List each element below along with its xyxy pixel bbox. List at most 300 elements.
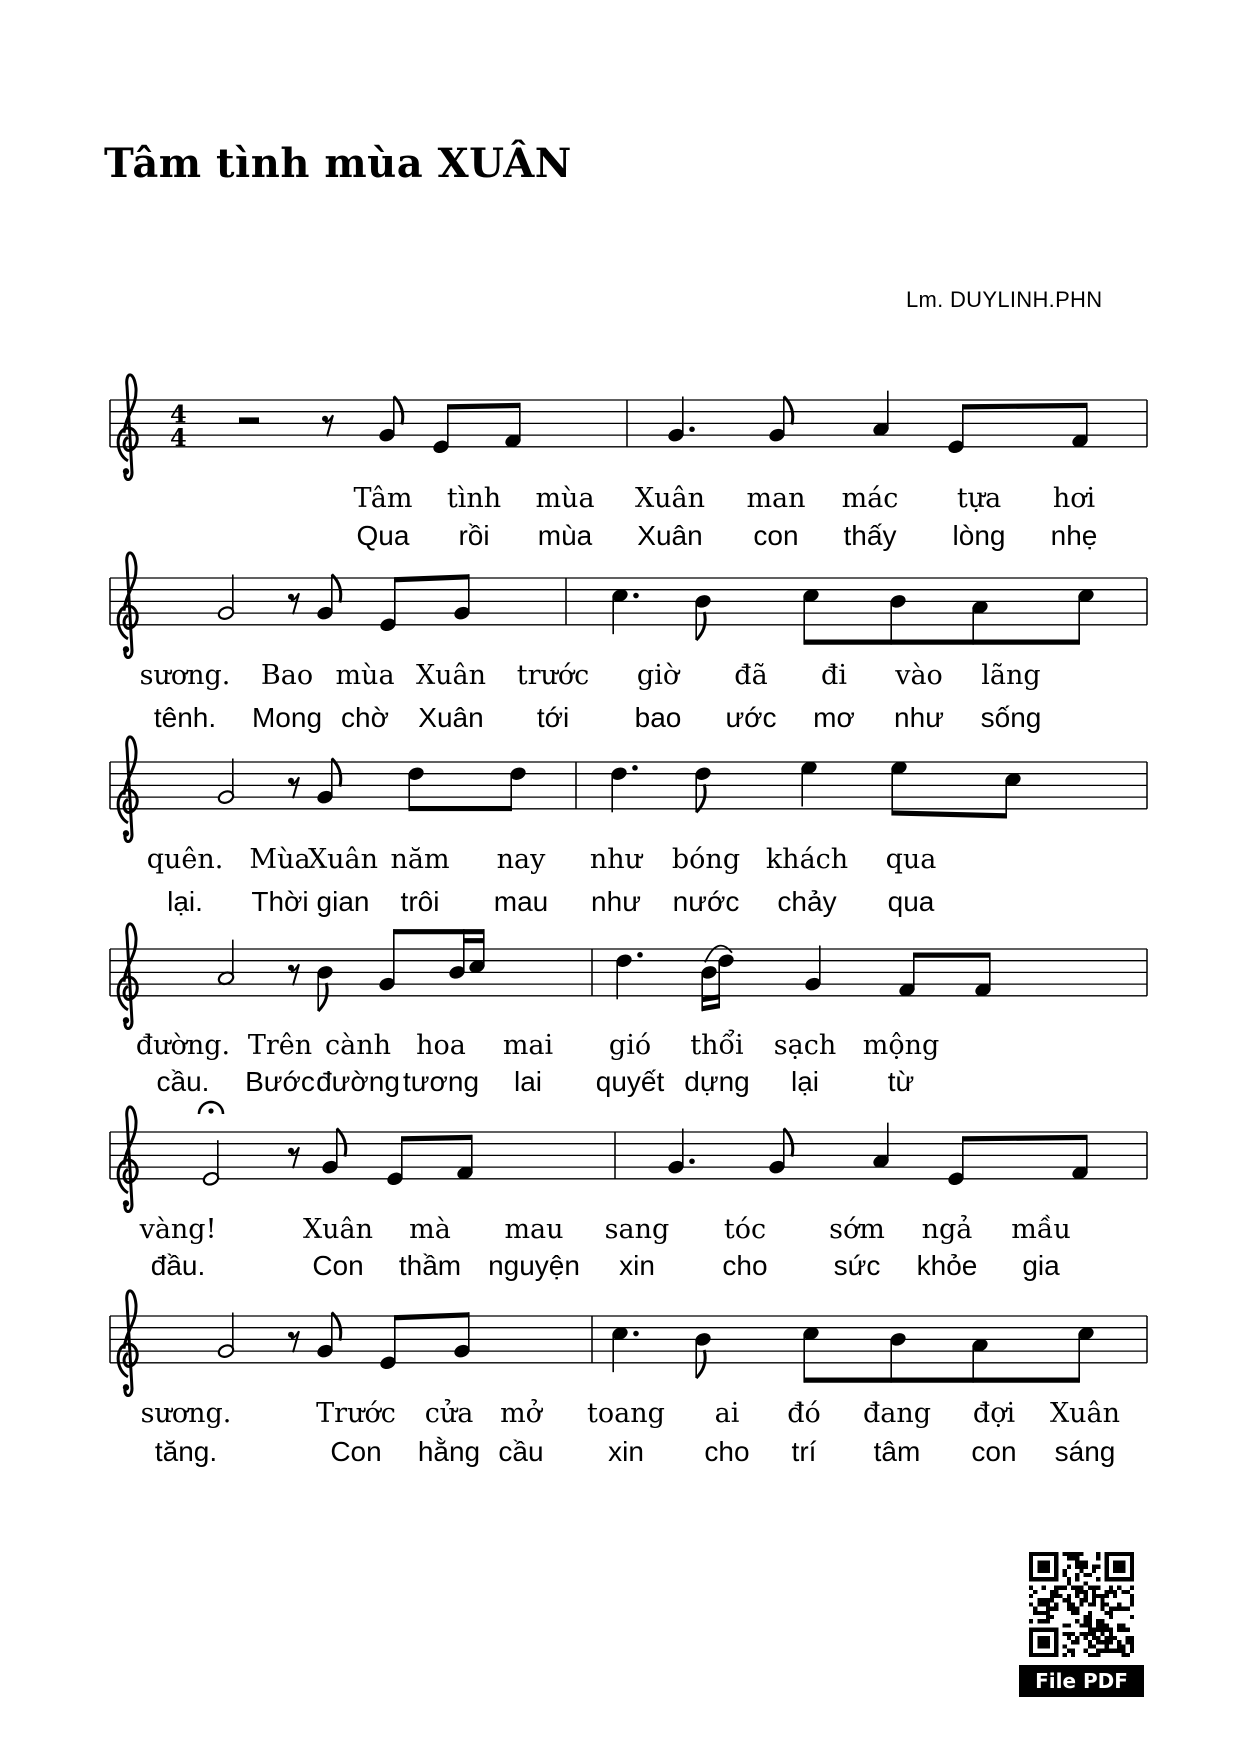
qr-module (1088, 1586, 1092, 1590)
flag (332, 1312, 341, 1340)
lyric-verse-1: ai (714, 1398, 740, 1429)
qr-module (1079, 1598, 1083, 1602)
lyric-verse-1: mùa (535, 483, 595, 514)
qr-module (1067, 1577, 1071, 1581)
lyric-verse-1: khách (765, 844, 849, 875)
qr-module (1092, 1644, 1096, 1648)
flag (337, 1128, 346, 1156)
lyric-verse-1: sương. (139, 660, 231, 691)
qr-module (1130, 1649, 1134, 1653)
lyric-verse-2: tâm (873, 1436, 921, 1467)
lyric-verse-1: qua (885, 844, 937, 875)
lyric-verse-2: thầm (398, 1250, 462, 1281)
staff-system (110, 924, 1147, 1097)
lyric-verse-2: trí (791, 1436, 817, 1467)
lyric-verse-2: Bước (245, 1066, 315, 1097)
lyric-verse-1: năm (390, 844, 450, 875)
qr-module (1084, 1590, 1088, 1594)
qr-module (1113, 1607, 1117, 1611)
flag (332, 758, 341, 786)
lyric-verse-2: chảy (777, 886, 837, 917)
qr-module (1084, 1636, 1088, 1640)
lyric-verse-1: vào (895, 660, 943, 691)
qr-module (1100, 1607, 1104, 1611)
qr-module (1109, 1632, 1113, 1636)
lyric-verse-2: đầu. (150, 1250, 206, 1281)
qr-module (1105, 1590, 1109, 1594)
eighth-rest (322, 415, 333, 436)
lyric-verse-1: mở (500, 1398, 542, 1429)
lyric-verse-1: sương. (140, 1398, 232, 1429)
qr-module (1075, 1577, 1079, 1581)
qr-module (1067, 1565, 1071, 1569)
lyric-verse-2: thấy (843, 520, 897, 551)
qr-module (1109, 1628, 1113, 1632)
qr-module (1075, 1607, 1079, 1611)
lyric-verse-2: cho (722, 1250, 768, 1281)
lyric-verse-1: Tâm (353, 483, 413, 514)
qr-module (1046, 1602, 1050, 1606)
qr-module (1075, 1556, 1079, 1560)
lyric-verse-1: mai (502, 1030, 554, 1061)
qr-module (1088, 1640, 1092, 1644)
qr-module (1121, 1590, 1125, 1594)
qr-module (1029, 1586, 1033, 1590)
qr-module (1067, 1552, 1071, 1556)
qr-module (1088, 1611, 1092, 1615)
lyric-verse-2: tăng. (154, 1436, 218, 1467)
lyric-verse-2: cầu. (156, 1066, 210, 1097)
lyric-verse-1: vàng! (139, 1214, 217, 1245)
treble-clef-icon (123, 1017, 129, 1023)
dot (633, 593, 639, 599)
lyric-verse-1: Xuân (415, 660, 487, 691)
qr-module (1105, 1611, 1109, 1615)
lyric-verse-2: xin (619, 1250, 655, 1281)
qr-module (1092, 1636, 1096, 1640)
qr-module (1067, 1649, 1071, 1653)
lyric-verse-1: man (746, 483, 806, 514)
lyric-verse-2: cầu (498, 1436, 544, 1467)
qr-module (1046, 1615, 1050, 1619)
qr-module (1088, 1623, 1092, 1627)
time-signature-bottom: 4 (170, 422, 187, 452)
treble-clef-icon (118, 1107, 137, 1212)
qr-module (1096, 1619, 1100, 1623)
lyric-verse-2: con (971, 1436, 1017, 1467)
staff-system (110, 375, 1147, 551)
lyric-verse-1: mộng (862, 1030, 940, 1061)
lyric-verse-2: sức (833, 1250, 881, 1281)
qr-module (1113, 1649, 1117, 1653)
qr-module (1063, 1653, 1067, 1657)
lyric-verse-2: cho (704, 1436, 750, 1467)
qr-module (1067, 1581, 1071, 1585)
lyric-verse-2: tênh. (153, 702, 217, 733)
lyric-verse-2: mùa (537, 520, 593, 551)
qr-module (1113, 1560, 1126, 1573)
lyric-verse-2: lại (790, 1066, 820, 1097)
qr-module (1105, 1602, 1109, 1606)
lyric-verse-1: Mùa (249, 844, 311, 875)
lyric-verse-2: rồi (458, 520, 490, 551)
qr-module (1029, 1619, 1033, 1623)
qr-module (1096, 1623, 1100, 1627)
qr-module (1046, 1611, 1050, 1615)
lyric-verse-2: Thời (251, 886, 309, 917)
qr-module (1088, 1628, 1092, 1632)
qr-module (1109, 1607, 1113, 1611)
lyric-verse-1: đang (862, 1398, 932, 1429)
treble-clef-icon (118, 924, 137, 1029)
beam (892, 810, 1006, 818)
qr-module (1126, 1607, 1130, 1611)
lyric-verse-2: lai (513, 1066, 543, 1097)
qr-module (1071, 1602, 1075, 1606)
qr-module (1071, 1632, 1075, 1636)
staff-system (110, 553, 1147, 733)
qr-module (1088, 1619, 1092, 1623)
qr-module (1113, 1594, 1117, 1598)
qr-module (1121, 1653, 1125, 1657)
lyric-verse-2: chờ (341, 702, 389, 733)
qr-module (1092, 1602, 1096, 1606)
qr-module (1100, 1594, 1104, 1598)
lyric-verse-2: tới (536, 702, 570, 733)
qr-module (1121, 1623, 1125, 1627)
flag (696, 612, 705, 640)
qr-module (1109, 1611, 1113, 1615)
lyric-verse-2: như (894, 702, 944, 733)
qr-module (1109, 1640, 1113, 1644)
qr-module (1109, 1586, 1113, 1590)
beam (963, 403, 1087, 410)
lyric-verse-1: như (589, 844, 643, 875)
qr-module (1067, 1607, 1071, 1611)
lyric-verse-1: hơi (1052, 483, 1096, 514)
qr-module (1092, 1628, 1096, 1632)
qr-module (1042, 1619, 1046, 1623)
treble-clef-icon (118, 375, 137, 480)
lyric-verse-1: sạch (773, 1030, 837, 1061)
qr-module (1067, 1602, 1071, 1606)
qr-module (1100, 1640, 1104, 1644)
lyric-verse-2: lại. (167, 886, 203, 917)
qr-module (1096, 1565, 1100, 1569)
qr-module (1100, 1619, 1104, 1623)
qr-module (1075, 1611, 1079, 1615)
qr-module (1130, 1598, 1134, 1602)
qr-module (1063, 1598, 1067, 1602)
qr-module (1071, 1556, 1075, 1560)
lyric-verse-1: sớm (829, 1214, 885, 1245)
qr-module (1126, 1640, 1130, 1644)
qr-module (1130, 1602, 1134, 1606)
qr-module (1067, 1598, 1071, 1602)
qr-module (1050, 1615, 1054, 1619)
treble-clef-icon (123, 1200, 129, 1206)
qr-module (1105, 1649, 1109, 1653)
qr-module (1054, 1594, 1058, 1598)
qr-module (1046, 1598, 1050, 1602)
qr-module (1092, 1594, 1096, 1598)
time-signature-top: 4 (170, 399, 187, 429)
staff-system (110, 1291, 1147, 1467)
qr-module (1088, 1632, 1092, 1636)
lyric-verse-2: sống (980, 702, 1042, 733)
qr-module (1079, 1552, 1083, 1556)
qr-module (1117, 1649, 1121, 1653)
qr-code-box[interactable] (1019, 1542, 1144, 1697)
lyric-verse-2: Con (312, 1250, 364, 1281)
qr-module (1084, 1581, 1088, 1585)
qr-module (1096, 1577, 1100, 1581)
qr-module (1092, 1569, 1096, 1573)
qr-label: File PDF (1019, 1665, 1144, 1697)
qr-module (1079, 1632, 1083, 1636)
qr-module (1063, 1623, 1067, 1627)
lyric-verse-2: sáng (1054, 1436, 1116, 1467)
lyric-verse-2: mau (493, 886, 549, 917)
qr-module (1130, 1594, 1134, 1598)
qr-module (1063, 1552, 1067, 1556)
lyric-verse-2: bao (634, 702, 682, 733)
qr-module (1054, 1602, 1058, 1606)
qr-module (1088, 1573, 1092, 1577)
lyric-verse-1: Trên (247, 1030, 313, 1061)
qr-module (1121, 1628, 1125, 1632)
treble-clef-icon (123, 1384, 129, 1390)
qr-module (1096, 1552, 1100, 1556)
qr-module (1037, 1602, 1041, 1606)
qr-module (1037, 1636, 1050, 1649)
qr-module (1084, 1565, 1088, 1569)
eighth-rest (288, 964, 299, 985)
qr-module (1071, 1640, 1075, 1644)
qr-module (1050, 1598, 1054, 1602)
lyric-verse-1: mau (504, 1214, 564, 1245)
qr-module (1126, 1636, 1130, 1640)
qr-module (1079, 1569, 1083, 1573)
lyric-verse-1: Xuân (634, 483, 706, 514)
lyric-verse-2: lòng (952, 520, 1006, 551)
qr-module (1084, 1573, 1088, 1577)
lyric-verse-1: đã (734, 660, 768, 691)
qr-module (1092, 1632, 1096, 1636)
beam (395, 1312, 469, 1320)
song-title: Tâm tình mùa XUÂN (104, 140, 572, 187)
qr-module (1126, 1653, 1130, 1657)
eighth-rest (288, 1147, 299, 1168)
qr-module (1084, 1598, 1088, 1602)
qr-module (1096, 1586, 1100, 1590)
beam (395, 574, 469, 582)
qr-module (1105, 1594, 1109, 1598)
beam (914, 953, 990, 958)
lyric-verse-2: Qua (356, 520, 410, 551)
treble-clef-icon (123, 468, 129, 474)
qr-module (1029, 1602, 1033, 1606)
qr-module (1071, 1653, 1075, 1657)
qr-module (1037, 1619, 1041, 1623)
qr-module (1117, 1628, 1121, 1632)
lyric-verse-1: thổi (690, 1030, 744, 1061)
lyric-verse-1: mà (409, 1214, 451, 1245)
qr-module (1130, 1586, 1134, 1590)
eighth-rest (288, 593, 299, 614)
qr-module (1084, 1623, 1088, 1627)
qr-module (1071, 1607, 1075, 1611)
qr-module (1067, 1556, 1071, 1560)
qr-module (1084, 1632, 1088, 1636)
lyric-verse-2: từ (887, 1066, 915, 1097)
qr-module (1063, 1632, 1067, 1636)
qr-module (1117, 1623, 1121, 1627)
lyric-verse-2: trôi (400, 886, 440, 917)
qr-module (1088, 1615, 1092, 1619)
qr-module (1029, 1594, 1033, 1598)
beam (804, 639, 1079, 644)
qr-module (1117, 1607, 1121, 1611)
lyric-verse-1: mác (841, 483, 899, 514)
lyric-verse-1: ngả (921, 1214, 973, 1245)
qr-module (1084, 1560, 1088, 1564)
qr-module (1100, 1628, 1104, 1632)
qr-module (1042, 1602, 1046, 1606)
lyric-verse-2: khỏe (916, 1250, 978, 1281)
qr-module (1037, 1611, 1041, 1615)
qr-module (1117, 1640, 1121, 1644)
qr-module (1092, 1590, 1096, 1594)
qr-module (1100, 1598, 1104, 1602)
lyric-verse-2: đường (316, 1066, 400, 1097)
qr-module (1121, 1644, 1125, 1648)
qr-module (1126, 1590, 1130, 1594)
qr-module (1075, 1636, 1079, 1640)
lyric-verse-1: gió (608, 1030, 652, 1061)
qr-module (1092, 1586, 1096, 1590)
qr-module (1088, 1653, 1092, 1657)
qr-module (1075, 1594, 1079, 1598)
lyric-verse-2: tương (402, 1066, 480, 1097)
lyric-verse-1: đường. (135, 1030, 231, 1061)
qr-module (1121, 1649, 1125, 1653)
qr-module (1075, 1560, 1079, 1564)
qr-module (1033, 1590, 1037, 1594)
qr-module (1067, 1594, 1071, 1598)
qr-module (1075, 1573, 1079, 1577)
treble-clef-icon (123, 646, 129, 652)
qr-module (1037, 1598, 1041, 1602)
fermata-icon (208, 1108, 213, 1113)
qr-module (1130, 1644, 1134, 1648)
lyric-verse-1: đó (787, 1398, 821, 1429)
beam (464, 938, 484, 943)
eighth-rest (288, 777, 299, 798)
composer-credit: Lm. DUYLINH.PHN (906, 287, 1103, 312)
qr-module (1117, 1644, 1121, 1648)
beam (448, 403, 520, 410)
qr-module (1096, 1640, 1100, 1644)
qr-module (1113, 1590, 1117, 1594)
qr-module (1058, 1586, 1062, 1590)
lyric-verse-1: quên. (146, 844, 224, 875)
qr-module (1046, 1619, 1050, 1623)
qr-module (1105, 1640, 1109, 1644)
lyric-verse-2: dựng (684, 1066, 750, 1097)
qr-module (1100, 1632, 1104, 1636)
qr-module (1042, 1611, 1046, 1615)
qr-module (1075, 1640, 1079, 1644)
lyric-verse-2: con (753, 520, 799, 551)
lyric-verse-2: ước (725, 702, 777, 733)
lyric-verse-2: Xuân (637, 520, 703, 551)
lyric-verse-1: mầu (1011, 1214, 1071, 1245)
lyric-verse-1: đi (821, 660, 847, 691)
qr-module (1092, 1598, 1096, 1602)
qr-module (1079, 1560, 1083, 1564)
flag (696, 1350, 705, 1378)
qr-module (1046, 1607, 1050, 1611)
qr-module (1109, 1649, 1113, 1653)
lyric-verse-1: giờ (636, 660, 680, 691)
qr-module (1075, 1552, 1079, 1556)
qr-module (1079, 1602, 1083, 1606)
lyric-verse-1: Bao (260, 660, 314, 691)
lyric-verse-2: qua (887, 886, 935, 917)
lyric-verse-2: Xuân (418, 702, 484, 733)
qr-module (1113, 1636, 1117, 1640)
lyric-verse-1: Xuân (302, 1214, 374, 1245)
qr-module (1084, 1619, 1088, 1623)
qr-module (1096, 1556, 1100, 1560)
qr-module (1096, 1649, 1100, 1653)
qr-module (1084, 1615, 1088, 1619)
lyric-verse-1: cành (325, 1030, 391, 1061)
qr-module (1096, 1636, 1100, 1640)
qr-module (1075, 1586, 1079, 1590)
treble-clef-icon (118, 1291, 137, 1396)
flag (332, 574, 341, 602)
flag (784, 1128, 793, 1156)
lyric-verse-2: quyết (595, 1066, 665, 1097)
qr-module (1105, 1628, 1109, 1632)
qr-module (1067, 1623, 1071, 1627)
qr-module (1063, 1569, 1067, 1573)
qr-module (1130, 1640, 1134, 1644)
lyric-verse-2: như (591, 886, 641, 917)
qr-module (1079, 1565, 1083, 1569)
qr-module (1109, 1590, 1113, 1594)
flag (696, 784, 705, 812)
lyric-verse-1: mùa (335, 660, 395, 691)
qr-module (1117, 1602, 1121, 1606)
lyric-verse-1: tình (446, 483, 502, 514)
qr-module (1109, 1636, 1113, 1640)
qr-module (1071, 1649, 1075, 1653)
qr-module (1071, 1611, 1075, 1615)
qr-module (1117, 1586, 1121, 1590)
qr-module (1071, 1586, 1075, 1590)
qr-module (1050, 1607, 1054, 1611)
lyric-verse-2: nhẹ (1050, 520, 1098, 551)
qr-module (1079, 1623, 1083, 1627)
qr-module (1096, 1594, 1100, 1598)
staff-system (110, 737, 1147, 917)
qr-module (1096, 1628, 1100, 1632)
dot (689, 1158, 695, 1164)
qr-module (1054, 1590, 1058, 1594)
